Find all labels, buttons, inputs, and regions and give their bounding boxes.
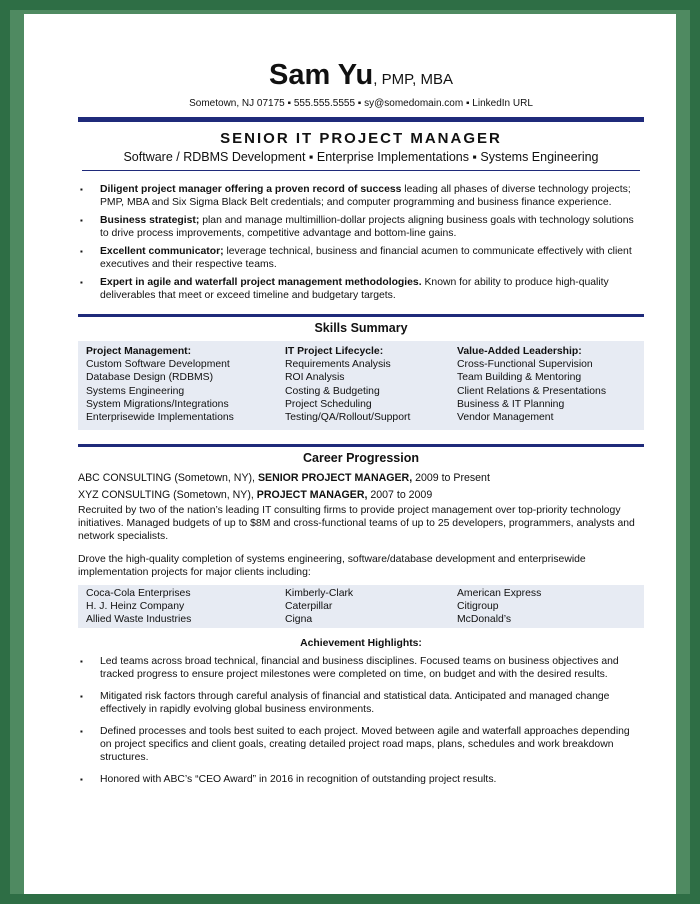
- job-company: ABC CONSULTING (Sometown, NY),: [78, 472, 258, 485]
- skill-item: Database Design (RDBMS): [86, 372, 214, 384]
- job-dates: 2009 to Present: [412, 472, 490, 485]
- clients-column: [86, 587, 285, 626]
- achievement-text: Honored with ABC’s “CEO Award” in 2016 in recognition of outstanding project results.: [100, 774, 497, 786]
- candidate-credentials: , PMP, MBA: [373, 71, 453, 88]
- client-name: Caterpillar: [285, 601, 333, 613]
- skills-column-title: IT Project Lifecycle:: [285, 346, 384, 357]
- contact-line: Sometown, NJ 07175 ▪ 555.555.5555 ▪ sy@somedomain.com ▪ LinkedIn URL: [189, 98, 533, 109]
- skill-item: Vendor Management: [457, 412, 554, 424]
- job-dates: 2007 to 2009: [367, 489, 433, 502]
- summary-item-lead: Diligent project manager offering a proven record of success: [100, 184, 402, 195]
- skill-item: Testing/QA/Rollout/Support: [285, 412, 411, 424]
- skill-item: Team Building & Mentoring: [457, 372, 582, 384]
- title-divider: [82, 170, 640, 171]
- skill-item: Custom Software Development: [86, 359, 230, 371]
- skill-item: Client Relations & Presentations: [457, 385, 607, 397]
- job-entry: [78, 488, 644, 502]
- job-entry: [78, 471, 644, 485]
- summary-item-text: leverage technical, business and financial acumen to communicate effectively with client executives and their respective teams.: [100, 246, 632, 270]
- summary-item-lead: Expert in agile and waterfall project management methodologies.: [100, 277, 422, 288]
- job-role: SENIOR PROJECT MANAGER,: [257, 472, 413, 485]
- skills-column-title: Value-Added Leadership:: [457, 346, 582, 357]
- summary-item: [78, 214, 644, 240]
- summary-item: [78, 245, 644, 271]
- achievement-text: Led teams across broad technical, financial and business disciplines. Focused teams on business objectives and tracked progress to ensure project milestones were completed on time, on budget and with the desired results.: [100, 656, 619, 681]
- bullet-icon: ▪: [80, 247, 83, 256]
- achievements-list: [78, 655, 644, 786]
- header-divider: [78, 117, 644, 122]
- career-summary: Recruited by two of the nation’s leading IT consulting firms to provide project management over top-priority technology initiatives. Managed budgets of up to $8M and cross-functional teams of up to 25 developers, programmers, analysts and network specialists.: [78, 505, 635, 543]
- candidate-name: Sam Yu: [269, 59, 374, 91]
- skill-item: System Migrations/Integrations: [86, 398, 229, 410]
- bullet-icon: ▪: [80, 216, 83, 225]
- summary-item: [78, 183, 644, 209]
- clients-table: [78, 585, 644, 628]
- resume-page: [24, 14, 676, 894]
- background-frame: [10, 10, 690, 894]
- skills-column: [285, 345, 457, 424]
- skills-table: [78, 341, 644, 430]
- client-name: American Express: [457, 588, 542, 600]
- client-name: Cigna: [285, 614, 313, 626]
- client-name: Citigroup: [457, 601, 499, 613]
- achievement-item: [78, 690, 644, 716]
- name-heading: [78, 58, 644, 92]
- bullet-icon: ▪: [80, 692, 83, 702]
- summary-list: [78, 183, 644, 302]
- bullet-icon: ▪: [80, 657, 83, 667]
- job-title: SENIOR IT PROJECT MANAGER: [220, 130, 502, 147]
- skills-column-title: Project Management:: [86, 346, 192, 357]
- job-role: PROJECT MANAGER,: [256, 489, 368, 502]
- specialties-line: Software / RDBMS Development ▪ Enterprise Implementations ▪ Systems Engineering: [123, 150, 599, 164]
- clients-column: [457, 587, 636, 626]
- job-company: XYZ CONSULTING (Sometown, NY),: [78, 489, 257, 502]
- summary-item-text: leading all phases of diverse technology projects; PMP, MBA and Six Sigma Black Belt credentials; and computer programming and business finance experience.: [100, 184, 631, 208]
- bullet-icon: ▪: [80, 775, 83, 785]
- summary-item-text: plan and manage multimillion-dollar projects aligning business goals with technology solutions to drive process improvements, competitive advantage and bottom-line gains.: [100, 215, 634, 239]
- skill-item: Cross-Functional Supervision: [457, 359, 593, 371]
- skill-item: ROI Analysis: [285, 372, 345, 384]
- skills-heading: Skills Summary: [314, 321, 408, 335]
- career-heading: Career Progression: [302, 451, 420, 466]
- summary-item-lead: Business strategist;: [100, 215, 200, 226]
- skills-column: [86, 345, 285, 424]
- achievement-text: Mitigated risk factors through careful analysis of financial and statistical data. Anticipated and managed change effectively in rapidly evolving global business environments.: [100, 691, 610, 716]
- skills-column: [457, 345, 636, 424]
- summary-item: [78, 276, 644, 302]
- client-name: Kimberly-Clark: [285, 588, 354, 600]
- achievements-heading: Achievement Highlights:: [300, 638, 422, 650]
- skill-item: Requirements Analysis: [285, 359, 391, 371]
- achievement-item: [78, 725, 644, 764]
- skill-item: Enterprisewide Implementations: [86, 412, 234, 424]
- clients-intro: Drove the high-quality completion of systems engineering, software/database development and enterprisewide implementation projects for major clients including:: [78, 554, 586, 579]
- skill-item: Business & IT Planning: [457, 398, 565, 410]
- skills-divider: [78, 314, 644, 317]
- client-name: McDonald’s: [457, 614, 512, 626]
- career-divider: [78, 444, 644, 447]
- client-name: Allied Waste Industries: [86, 614, 192, 626]
- summary-item-lead: Excellent communicator;: [100, 246, 224, 257]
- bullet-icon: ▪: [80, 727, 83, 737]
- bullet-icon: ▪: [80, 278, 83, 287]
- achievement-item: [78, 655, 644, 681]
- bullet-icon: ▪: [80, 185, 83, 194]
- client-name: Coca-Cola Enterprises: [86, 588, 191, 600]
- resume-content: [78, 14, 644, 795]
- summary-item-text: Known for ability to produce high-quality deliverables that meet or exceed timeline and budgetary targets.: [100, 277, 609, 301]
- achievement-item: [78, 773, 644, 786]
- skill-item: Systems Engineering: [86, 385, 185, 397]
- skill-item: Project Scheduling: [285, 398, 372, 410]
- skill-item: Costing & Budgeting: [285, 385, 380, 397]
- clients-column: [285, 587, 457, 626]
- client-name: H. J. Heinz Company: [86, 601, 185, 613]
- achievement-text: Defined processes and tools best suited to each project. Moved between agile and waterfall approaches depending on project specifics and client goals, creating detailed project road maps, plans, schedules and work breakdown structures.: [100, 726, 630, 764]
